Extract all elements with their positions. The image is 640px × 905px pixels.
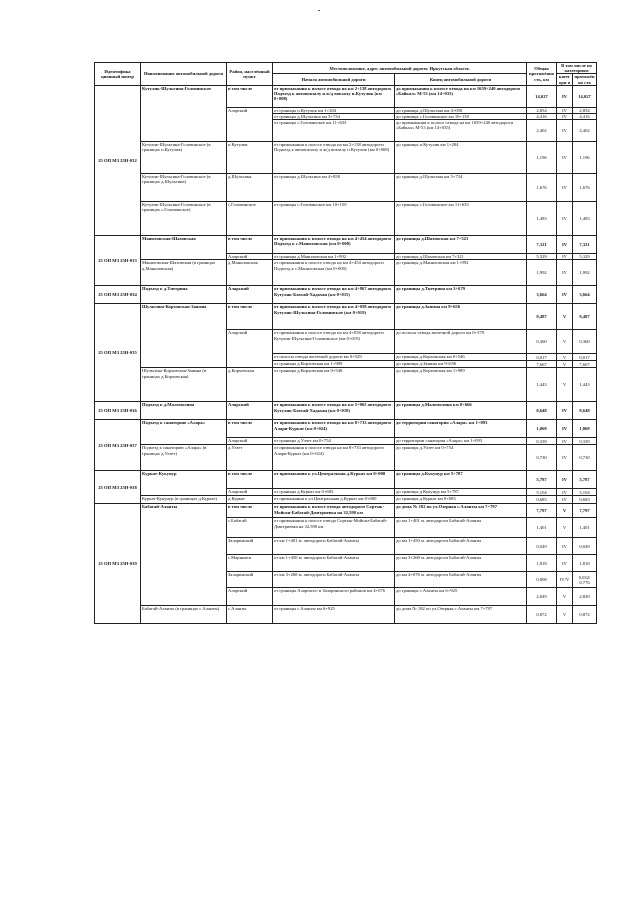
table-row bbox=[95, 420, 597, 438]
district-cell: д.Шульгина bbox=[227, 174, 273, 202]
category-length-cell: 1,069 bbox=[573, 420, 597, 438]
start-location-cell: от границы Аларского и Заларинского районов км 4+076 bbox=[273, 588, 395, 606]
start-location-cell: от примыкания к ул.Центральная д.Куркат км 0+000 bbox=[273, 471, 395, 489]
end-location-cell: до границы д.Заямна км 9+656 bbox=[395, 304, 527, 330]
road-name-cell: Бабагай-Аланты bbox=[141, 504, 227, 606]
road-name-cell: Шульгина-Корховская-Заямна (в границах д.Корховская) bbox=[141, 368, 227, 402]
end-location-cell: до границы д.Корховская км 0+546 bbox=[395, 354, 527, 361]
end-location-cell: до границы д.Корховская км 1+989 bbox=[395, 368, 527, 402]
start-location-cell: от примыкания к полосе отвода Сортык-Мойган-Бабагай-Дмитриевка на 32,590 км bbox=[273, 518, 395, 538]
end-location-cell: до км 3+268 м. автодороги Бабагай-Аланты bbox=[395, 555, 527, 572]
category-cell: IV bbox=[557, 496, 573, 504]
category-cell: V bbox=[557, 588, 573, 606]
category-cell: IV bbox=[557, 438, 573, 445]
end-location-cell: до дома № 182 по ул.Озерная с.Аланты км 7+797 bbox=[395, 606, 527, 624]
category-length-cell: 1,818 bbox=[573, 555, 597, 572]
scan-mark bbox=[318, 10, 320, 11]
district-cell: в том числе bbox=[227, 420, 273, 438]
category-cell: IV bbox=[557, 286, 573, 304]
district-cell: Аларский bbox=[227, 286, 273, 304]
total-length-cell: 1,992 bbox=[527, 260, 557, 286]
road-name-cell: Кутулик-Шульгина-Головинское bbox=[141, 85, 227, 141]
start-location-cell: от км 1+401 м. автодороги Бабагай-Аланты bbox=[273, 538, 395, 555]
end-location-cell: до границы д.Улзет км 0+754 bbox=[395, 445, 527, 471]
road-name-cell: Подъезд к санаторию «Алара» (в границах д.Улзет) bbox=[141, 445, 227, 471]
district-cell: в том числе bbox=[227, 85, 273, 107]
total-length-cell: 1,443 bbox=[527, 368, 557, 402]
district-cell: Аларский bbox=[227, 254, 273, 260]
category-cell: V bbox=[557, 606, 573, 624]
road-id-cell: 25 ОП МЗ 25Н-035 bbox=[95, 304, 141, 402]
district-cell: Аларский bbox=[227, 107, 273, 141]
header-length: Общая протяжённо сть, км bbox=[527, 63, 557, 86]
start-location-cell: от примыкания к полосе отвода автодороги Сортык-Мойган-Бабагай-Дмитриевка на 32,590 км bbox=[273, 504, 395, 518]
start-location-cell: от границы с.Аланты км 6+925 bbox=[273, 606, 395, 624]
end-location-cell: до границы д.Кукунур км 5+787 bbox=[395, 471, 527, 489]
category-length-cell: 2,849 bbox=[573, 588, 597, 606]
total-length-cell: 5,787 bbox=[527, 471, 557, 489]
category-length-cell: 1,196 bbox=[573, 142, 597, 174]
district-cell: д.Улзет bbox=[227, 445, 273, 471]
total-length-cell: 3,664 bbox=[527, 286, 557, 304]
end-location-cell: до км 1+450 м. автодороги Бабагай-Аланты bbox=[395, 538, 527, 555]
category-cell: IV bbox=[557, 538, 573, 555]
category-length-cell: 14,027 bbox=[573, 85, 597, 107]
category-length-cell: 4,416 bbox=[573, 114, 597, 120]
category-length-cell: 1,992 bbox=[573, 260, 597, 286]
category-cell: IV bbox=[557, 260, 573, 286]
road-name-cell: Кутулик-Шульгина-Головинское (в границах д.Шульгина) bbox=[141, 174, 227, 202]
road-name-cell: Подъезд к д.Тнетрина bbox=[141, 286, 227, 304]
end-location-cell: до границы д.Шульгина км 4+058 bbox=[395, 107, 527, 113]
district-cell: Аларский bbox=[227, 438, 273, 445]
category-length-cell: 9,487 bbox=[573, 304, 597, 330]
total-length-cell: 1,196 bbox=[527, 142, 557, 174]
road-id-cell: 25 ОП МЗ 25Н-039 bbox=[95, 504, 141, 624]
category-length-cell: 7,667 bbox=[573, 361, 597, 368]
category-length-cell: 0,360 bbox=[573, 330, 597, 354]
district-cell: в том числе bbox=[227, 504, 273, 518]
category-cell: IV bbox=[557, 236, 573, 254]
road-id-cell: 25 ОП МЗ 25Н-032 bbox=[95, 85, 141, 235]
end-location-cell: до границы д.Тнетрина км 3+679 bbox=[395, 286, 527, 304]
start-location-cell: от примыкания к полосе отвода на км 4+454 автодороги Подъезд к с.Маниловская (км 0+000) bbox=[273, 236, 395, 254]
total-length-cell: 4,416 bbox=[527, 114, 557, 120]
end-location-cell: до границы с.Головинское км 11+633 bbox=[395, 202, 527, 236]
road-id-cell: 25 ОП МЗ 25Н-034 bbox=[95, 286, 141, 304]
end-location-cell: до границы д.Шаховская км 7+321 bbox=[395, 236, 527, 254]
road-name-cell: Кутулик-Шульгина-Головинское (в границах п.Кутулик) bbox=[141, 142, 227, 174]
end-location-cell: до границы п.Кутулик км 1+204 bbox=[395, 142, 527, 174]
category-cell: IV bbox=[557, 142, 573, 174]
district-cell: Аларский bbox=[227, 402, 273, 420]
end-location-cell: до примыкания к полосе отвода на км 1659+240 автодороги «Байкал» М-53 (км 14+035) bbox=[395, 120, 527, 142]
district-cell: Аларский bbox=[227, 489, 273, 496]
category-length-cell: 1,401 bbox=[573, 518, 597, 538]
header-category-length: протяжённо сть bbox=[574, 74, 595, 85]
district-cell: Аларский bbox=[227, 588, 273, 606]
start-location-cell: от примыкания к полосе отвода на км 8+733 автодороги Алари-Куркат (км 0+024) bbox=[273, 420, 395, 438]
category-cell: IV bbox=[557, 420, 573, 438]
table-row bbox=[95, 260, 597, 286]
start-location-cell: от границы д.Шульгина км 5+734 bbox=[273, 114, 395, 120]
category-cell: V bbox=[557, 330, 573, 354]
table-row bbox=[95, 304, 597, 330]
category-length-cell: 3,664 bbox=[573, 286, 597, 304]
total-length-cell: 1,401 bbox=[527, 518, 557, 538]
road-name-cell: Маниловская-Шаховская bbox=[141, 236, 227, 260]
total-length-cell: 0,872 bbox=[527, 606, 557, 624]
total-length-cell: 0,730 bbox=[527, 445, 557, 471]
total-length-cell: 7,797 bbox=[527, 504, 557, 518]
start-location-cell: от границы д.Корховская км 0+546 bbox=[273, 368, 395, 402]
start-location-cell: от полосы отвода железной дороги км 0+529 bbox=[273, 354, 395, 361]
category-length-cell: 0,017 bbox=[573, 354, 597, 361]
category-length-cell: 5,104 bbox=[573, 489, 597, 496]
category-cell: V bbox=[557, 504, 573, 518]
header-category: категори я bbox=[557, 74, 573, 85]
table-row bbox=[95, 85, 597, 107]
start-location-cell: от границы д.Корховская км 1+989 bbox=[273, 361, 395, 368]
total-length-cell: 7,667 bbox=[527, 361, 557, 368]
total-length-cell: 7,321 bbox=[527, 236, 557, 254]
total-length-cell: 2,854 bbox=[527, 107, 557, 113]
table-body bbox=[95, 85, 597, 624]
district-cell: д.Куркат bbox=[227, 496, 273, 504]
district-cell: д.Корховская bbox=[227, 368, 273, 402]
end-location-cell: до границы д.Шульгина км 5+734 bbox=[395, 174, 527, 202]
road-name-cell: Шульгина-Корховская-Заямна bbox=[141, 304, 227, 368]
category-length-cell: 7,321 bbox=[573, 236, 597, 254]
category-cell: V bbox=[557, 304, 573, 330]
category-length-cell: 0,339 bbox=[573, 438, 597, 445]
category-length-cell: 0,872 bbox=[573, 606, 597, 624]
start-location-cell: от примыкания к полосе отвода на км 2+138 автодороги Подъезд к автовокзалу и ж/д вокзалу п.Кутулик (км 0+008) bbox=[273, 142, 395, 174]
total-length-cell: 0,683 bbox=[527, 496, 557, 504]
district-cell: в том числе bbox=[227, 236, 273, 254]
category-cell: IV bbox=[557, 174, 573, 202]
start-location-cell: от границы с.Головинское км 10+150 bbox=[273, 202, 395, 236]
end-location-cell: до границы д.Куркат км 0+683 bbox=[395, 496, 527, 504]
road-name-cell: Куркат-Кукунур bbox=[141, 471, 227, 496]
total-length-cell: 0,808 bbox=[527, 572, 557, 588]
category-cell: V bbox=[557, 368, 573, 402]
start-location-cell: от примыкания к полосе отвода на км 8+733 автодороги Алари-Куркат (км 0+024) bbox=[273, 445, 395, 471]
road-id-cell: 25 ОП МЗ 25Н-033 bbox=[95, 236, 141, 286]
total-length-cell: 2,402 bbox=[527, 120, 557, 142]
road-name-cell: Куркат-Кукунур (в границах д.Куркат) bbox=[141, 496, 227, 504]
category-cell: IV bbox=[557, 445, 573, 471]
district-cell: с.Бабагай bbox=[227, 518, 273, 538]
total-length-cell: 1,483 bbox=[527, 202, 557, 236]
end-location-cell: до границы д.Шаховская км 7+321 bbox=[395, 254, 527, 260]
table-row bbox=[95, 606, 597, 624]
district-cell: с.Марнииск bbox=[227, 555, 273, 572]
end-location-cell: до границы с.Аланты км 6+925 bbox=[395, 588, 527, 606]
total-length-cell: 1,818 bbox=[527, 555, 557, 572]
road-name-cell: Подъезд к д.Маломолина bbox=[141, 402, 227, 420]
category-length-cell: 0,049 bbox=[573, 538, 597, 555]
table-row bbox=[95, 174, 597, 202]
total-length-cell: 1,676 bbox=[527, 174, 557, 202]
category-length-cell: 2,854 bbox=[573, 107, 597, 113]
category-cell: V bbox=[557, 518, 573, 538]
header-name: Наименование автомобильной дороги bbox=[141, 63, 227, 86]
start-location-cell: от примыкания к полосе отвода на км 2+138 автодороги Подъезд к автовокзалу и ж/д вокзалу п.Кутулик (км 0+008) bbox=[273, 85, 395, 107]
category-cell: IV bbox=[557, 114, 573, 120]
district-cell: в том числе bbox=[227, 304, 273, 330]
start-location-cell: от границы д.Шульгина км 4+058 bbox=[273, 174, 395, 202]
district-cell: с.Головинское bbox=[227, 202, 273, 236]
district-cell: д.Маниловская bbox=[227, 260, 273, 286]
table-row bbox=[95, 402, 597, 420]
total-length-cell: 0,648 bbox=[527, 402, 557, 420]
road-id-cell: 25 ОП МЗ 25Н-036 bbox=[95, 402, 141, 420]
road-name-cell: Маниловская-Шаховская (в границах д.Маниловская) bbox=[141, 260, 227, 286]
end-location-cell: до территории санатория «Алара» км 1+093 bbox=[395, 438, 527, 445]
category-cell: V bbox=[557, 361, 573, 368]
total-length-cell: 14,027 bbox=[527, 85, 557, 107]
end-location-cell: до границы д.Маниловская км 1+992 bbox=[395, 260, 527, 286]
district-cell: с.Аланты bbox=[227, 606, 273, 624]
table-row bbox=[95, 236, 597, 254]
start-location-cell: от примыкания к ул.Центральная д.Куркат км 0+000 bbox=[273, 496, 395, 504]
roads-table bbox=[94, 62, 597, 624]
total-length-cell: 0,049 bbox=[527, 538, 557, 555]
total-length-cell: 0,339 bbox=[527, 438, 557, 445]
road-name-cell: Подъезд к санаторию «Алара» bbox=[141, 420, 227, 445]
total-length-cell: 2,849 bbox=[527, 588, 557, 606]
total-length-cell: 1,069 bbox=[527, 420, 557, 438]
category-cell: IV bbox=[557, 85, 573, 107]
table-row bbox=[95, 471, 597, 489]
start-location-cell: от примыкания к полосе отвода на км 4+058 автодороги Кутулик-Шульгина-Головинское (км 0+019) bbox=[273, 330, 395, 354]
category-length-cell: 2,402 bbox=[573, 120, 597, 142]
category-length-cell: 0,648 bbox=[573, 402, 597, 420]
end-location-cell: до территории санатория «Алара» км 1+093 bbox=[395, 420, 527, 438]
category-cell: IV bbox=[557, 202, 573, 236]
category-length-cell: 5,329 bbox=[573, 254, 597, 260]
start-location-cell: от границы д.Маниловская км 1+992 bbox=[273, 254, 395, 260]
category-cell: IV/V bbox=[557, 572, 573, 588]
end-location-cell: до границы с.Головинское км 10+150 bbox=[395, 114, 527, 120]
category-cell: IV bbox=[557, 107, 573, 113]
header-category-group: В том числе по категориям bbox=[557, 63, 597, 74]
category-length-cell: 7,797 bbox=[573, 504, 597, 518]
category-cell: IV bbox=[557, 471, 573, 489]
category-length-cell: 1,443 bbox=[573, 368, 597, 402]
table-row bbox=[95, 202, 597, 236]
end-location-cell: до границы д.Кукунур км 5+787 bbox=[395, 489, 527, 496]
start-location-cell: от границы д.Улзет км 0+754 bbox=[273, 438, 395, 445]
district-cell: Аларский bbox=[227, 330, 273, 368]
end-location-cell: до границы д.Заямна км 9+656 bbox=[395, 361, 527, 368]
start-location-cell: от границы п.Кутулик км 1+204 bbox=[273, 107, 395, 113]
category-length-cell: 0,730 bbox=[573, 445, 597, 471]
start-location-cell: от км 3+268 м. автодороги Бабагай-Аланты bbox=[273, 572, 395, 588]
road-name-cell: Бабагай-Аланты (в границах с.Аланты) bbox=[141, 606, 227, 624]
header-start: Начало автомобильной дороги bbox=[273, 74, 395, 85]
road-id-cell: 25 ОП МЗ 25Н-038 bbox=[95, 471, 141, 504]
header-end: Конец автомобильной дороги bbox=[395, 74, 527, 85]
road-name-cell: Кутулик-Шульгина-Головинское (в границах с.Головинское) bbox=[141, 202, 227, 236]
table-row bbox=[95, 445, 597, 471]
category-cell: V bbox=[557, 354, 573, 361]
total-length-cell: 0,360 bbox=[527, 330, 557, 354]
header-district: Район, населённый пункт bbox=[227, 63, 273, 86]
end-location-cell: до примыкания к полосе отвода на км 1659+240 автодороги «Байкал» М-53 (км 14+035) bbox=[395, 85, 527, 107]
header-id: Идентифика ционный номер bbox=[95, 63, 141, 86]
category-cell: IV bbox=[557, 402, 573, 420]
category-cell: IV bbox=[557, 555, 573, 572]
road-id-cell: 25 ОП МЗ 25Н-037 bbox=[95, 420, 141, 471]
category-cell: IV bbox=[557, 489, 573, 496]
start-location-cell: от примыкания к полосе отвода на км 4+867 автодороги Кутулик-Бахтай-Хадахан (км 0+015) bbox=[273, 286, 395, 304]
end-location-cell: до границы д.Маломолина км 0+666 bbox=[395, 402, 527, 420]
total-length-cell: 5,329 bbox=[527, 254, 557, 260]
start-location-cell: от границы д.Куркат км 0+683 bbox=[273, 489, 395, 496]
category-cell: IV bbox=[557, 120, 573, 142]
end-location-cell: до км 4+076 м. автодороги Бабагай-Аланты bbox=[395, 572, 527, 588]
category-length-cell: 1,483 bbox=[573, 202, 597, 236]
header-location: Местоположение, адрес автомобильной дороги: Иркутская область bbox=[273, 63, 527, 74]
district-cell: в том числе bbox=[227, 471, 273, 489]
total-length-cell: 0,017 bbox=[527, 354, 557, 361]
table-row bbox=[95, 496, 597, 504]
start-location-cell: от примыкания к полосе отвода на км 4+058 автодороги Кутулик-Шульгина-Головинское (км 0+019) bbox=[273, 304, 395, 330]
district-cell: Заларинский bbox=[227, 538, 273, 555]
district-cell: п.Кутулик bbox=[227, 142, 273, 174]
end-location-cell: до полосы отвода железной дороги км 0+379 bbox=[395, 330, 527, 354]
district-cell: Заларинский bbox=[227, 572, 273, 588]
start-location-cell: от примыкания к полосе отвода на км 5+065 автодороги Кутулик-Бахтай-Хадахан (км 0+018) bbox=[273, 402, 395, 420]
table-row bbox=[95, 142, 597, 174]
category-length-cell: 0,683 bbox=[573, 496, 597, 504]
end-location-cell: до дома № 182 по ул.Озерная с.Аланты км 7+797 bbox=[395, 504, 527, 518]
table-row bbox=[95, 286, 597, 304]
total-length-cell: 9,487 bbox=[527, 304, 557, 330]
category-cell: IV bbox=[557, 254, 573, 260]
start-location-cell: от границы с.Головинское км 11+633 bbox=[273, 120, 395, 142]
category-length-cell: 1,676 bbox=[573, 174, 597, 202]
table-row bbox=[95, 368, 597, 402]
category-length-cell: 0,032/ 0,776 bbox=[573, 572, 597, 588]
start-location-cell: от примыкания к полосе отвода на км 4+454 автодороги Подъезд к с.Маниловская (км 0+000) bbox=[273, 260, 395, 286]
category-length-cell: 5,787 bbox=[573, 471, 597, 489]
total-length-cell: 5,104 bbox=[527, 489, 557, 496]
end-location-cell: до км 1+401 м. автодороги Бабагай-Аланты bbox=[395, 518, 527, 538]
table-row bbox=[95, 504, 597, 518]
table-header bbox=[95, 63, 597, 86]
start-location-cell: от км 1+450 м. автодороги Бабагай-Аланты bbox=[273, 555, 395, 572]
